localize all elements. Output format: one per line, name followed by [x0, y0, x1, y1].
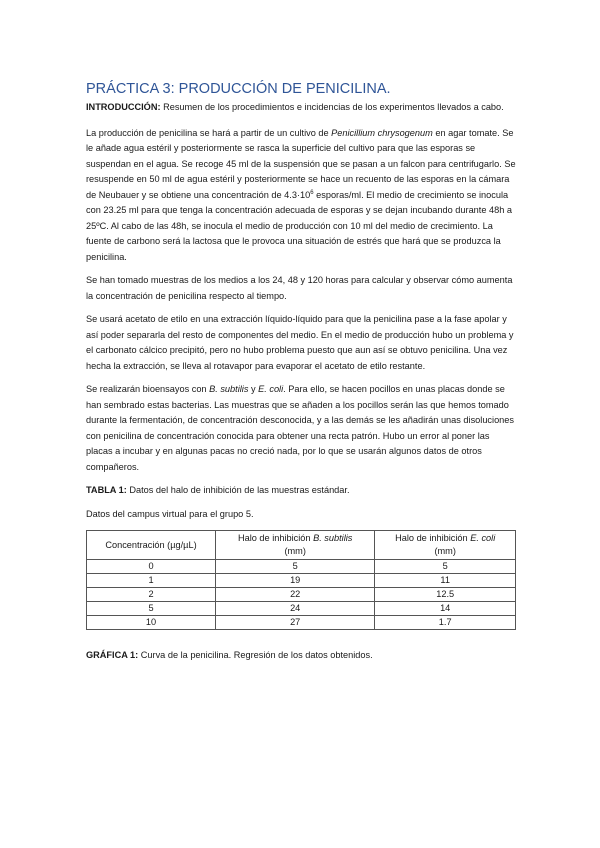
p1-text-c: esporas/ml. El medio de crecimiento se inocula con 23.25 ml para que tenga la concentración adecuada de esporas y se dejan incubando durante 48h a 25ºC. Al cabo de las 48h, se inocula el medio de producción con 10 ml del medio de crecimiento. La fuente de carbono será la lactosa que le provoca una situación de estrés que hará que se produzca la penicilina. [86, 189, 512, 262]
data-table [86, 530, 516, 630]
table-note: Datos del campus virtual para el grupo 5. [86, 508, 254, 519]
table-caption-label: TABLA 1: [86, 485, 127, 495]
table-cell: 1 [87, 574, 216, 588]
table-cell: 19 [216, 574, 375, 588]
table-cell: 5 [216, 560, 375, 574]
table-row [87, 616, 516, 630]
graph-caption-text: Curva de la penicilina. Regresión de los datos obtenidos. [138, 650, 373, 660]
table-caption-text: Datos del halo de inhibición de las muestras estándar. [126, 485, 350, 495]
intro-paragraph [86, 100, 516, 116]
paragraph-sampling: Se han tomado muestras de los medios a los 24, 48 y 120 horas para calcular y observar cómo aumenta la concentración de penicilina respecto al tiempo. [86, 275, 513, 301]
graph-caption [86, 648, 516, 664]
table-cell: 24 [216, 602, 375, 616]
table-cell: 14 [375, 602, 516, 616]
table-header-row [87, 531, 516, 560]
species-ecoli: E. coli [258, 384, 284, 394]
table-cell: 5 [87, 602, 216, 616]
p1-text-b: en agar tomate. Se le añade agua estéril y posteriormente se rasca la superficie del cultivo para que las esporas se suspendan en el agua. Se recoge 45 ml de la suspensión que se pasan a un falcon para centrifugarlo. Se resuspende en 50 ml de agua estéril y posteriormente se hace un recuento de las esporas en la cámara de Neubauer y se obtiene una concentración de 4.3·10 [86, 127, 516, 200]
p4-text-b: . Para ello, se hacen pocillos en unas placas donde se han sembrado estas bacterias. Las muestras que se añaden a los pocillos serán las que hemos tomado durante la fermentación, de concentración desconocida, y a las demás se les añadirán unas disoluciones con penicilina de concentración conocida para obtener una recta patrón. Hubo un error al poner las placas a incubar y en algunas pacas no creció nada, por lo que se usarán algunos datos de otros compañeros. [86, 384, 514, 472]
table-cell: 2 [87, 588, 216, 602]
table-cell: 5 [375, 560, 516, 574]
table-caption [86, 483, 516, 499]
table-cell: 0 [87, 560, 216, 574]
table-cell: 12.5 [375, 588, 516, 602]
paragraph-extraction: Se usará acetato de etilo en una extracción líquido-líquido para que la penicilina pase a la fase apolar y así poder separarla del resto de componentes del medio. En el medio de producción hubo un problema y el carbonato cálcico precipitó, pero no hubo problema puesto que aun así se obtuvo penicilina. Una vez hecha la extracción, se lleva al rotavapor para evaporar el acetato de etilo restante. [86, 314, 514, 371]
page-title: PRÁCTICA 3: PRODUCCIÓN DE PENICILINA. [86, 81, 391, 97]
table-cell: 11 [375, 574, 516, 588]
species-bsubtilis: B. subtilis [209, 384, 249, 394]
species-name: Penicillium chrysogenum [331, 127, 433, 138]
p4-text-a: Se realizarán bioensayos con [86, 384, 210, 394]
p1-text-a: La producción de penicilina se hará a partir de un cultivo de [86, 127, 332, 138]
table-row [87, 602, 516, 616]
intro-label: INTRODUCCIÓN: [86, 102, 161, 112]
intro-text: Resumen de los procedimientos e incidencias de los experimentos llevados a cabo. [160, 102, 504, 112]
header-bsubtilis: Halo de inhibición B. subtilis (mm) [216, 531, 375, 560]
paragraph-bioassay [86, 382, 516, 475]
table-row [87, 574, 516, 588]
table-cell: 10 [87, 616, 216, 630]
table-cell: 1.7 [375, 616, 516, 630]
graph-caption-label: GRÁFICA 1: [86, 650, 139, 660]
header-concentration: Concentración (µg/µL) [87, 531, 216, 560]
table-row [87, 560, 516, 574]
p4-and: y [248, 384, 259, 394]
paragraph-production [86, 126, 516, 266]
table-cell: 22 [216, 588, 375, 602]
exponent: 6 [310, 189, 314, 196]
document-page [86, 80, 516, 672]
table-row [87, 588, 516, 602]
header-ecoli: Halo de inhibición E. coli (mm) [375, 531, 516, 560]
table-cell: 27 [216, 616, 375, 630]
